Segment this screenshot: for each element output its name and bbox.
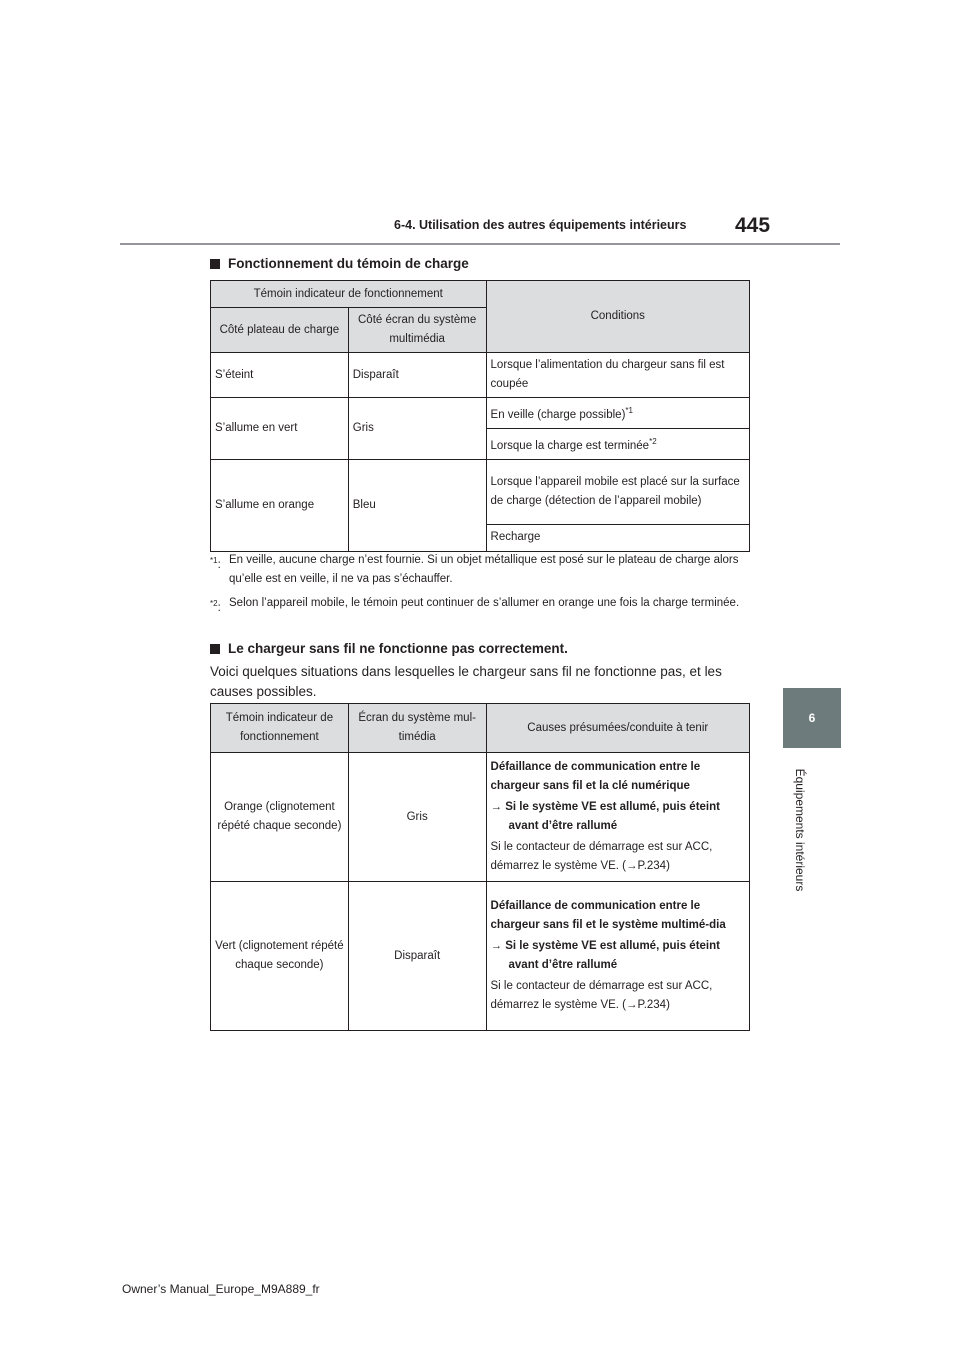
table-header-row xyxy=(211,704,750,753)
cell-text: En veille (charge possible) xyxy=(490,408,626,421)
table-cell: Lorsque l’appareil mobile est placé sur la surface de charge (détection de l’appareil mobile) xyxy=(486,459,749,524)
section2-heading xyxy=(210,641,568,656)
action-text: Si le système VE est allumé, puis éteint avant d’être rallumé xyxy=(505,801,720,832)
header-group-cell: Témoin indicateur de fonctionnement xyxy=(211,281,487,308)
table-cell: Disparaît xyxy=(348,353,486,398)
square-bullet-icon xyxy=(210,644,220,654)
footnote-ref: *2 xyxy=(649,436,657,446)
chapter-number: 6 xyxy=(808,711,816,725)
table-header-row xyxy=(211,281,750,308)
footnote xyxy=(210,594,750,613)
section1-heading-text: Fonctionnement du témoin de charge xyxy=(228,256,469,271)
charge-indicator-table xyxy=(210,280,750,552)
header-causes: Causes présumées/conduite à tenir xyxy=(486,704,749,753)
table-cell: S’éteint xyxy=(211,353,349,398)
header-conditions: Conditions xyxy=(486,281,749,353)
table-cell: Gris xyxy=(348,753,486,882)
chapter-label-container xyxy=(765,755,825,915)
section-title: 6-4. Utilisation des autres équipements intérieurs xyxy=(394,218,687,232)
section1-heading xyxy=(210,256,469,271)
table-row xyxy=(211,353,750,398)
footnote-text: Selon l’appareil mobile, le témoin peut continuer de s’allumer en orange une fois la charge terminée. xyxy=(229,597,740,609)
footnote-mark: $^{*1}$: xyxy=(210,556,221,571)
header-screen: Écran du système mul-timédia xyxy=(348,704,486,753)
table-cell: Gris xyxy=(348,398,486,460)
footer-text: Owner’s Manual_Europe_M9A889_fr xyxy=(122,1282,320,1296)
table-cell xyxy=(486,882,749,1031)
footnote-mark: $^{*2}$: xyxy=(210,599,221,614)
arrow-icon: → xyxy=(490,801,503,813)
table-cell: Bleu xyxy=(348,459,486,551)
table-cell: S’allume en vert xyxy=(211,398,349,460)
table-cell xyxy=(486,428,749,459)
table-cell xyxy=(486,753,749,882)
cell-text: Lorsque la charge est terminée xyxy=(490,439,650,452)
footnote-text: En veille, aucune charge n’est fournie. Si un objet métallique est posé sur le plateau de charge alors qu’elle est en veille, il ne va pas s’échauffer. xyxy=(229,554,739,585)
table-cell: Vert (clignotement répété chaque seconde) xyxy=(211,882,349,1031)
table-row xyxy=(211,753,750,882)
table-cell: Recharge xyxy=(486,524,749,551)
header-tray-side: Côté plateau de charge xyxy=(211,308,349,353)
chapter-label: Équipements intérieurs xyxy=(793,768,807,892)
action-text: Si le système VE est allumé, puis éteint avant d’être rallumé xyxy=(505,940,720,971)
table-cell: Lorsque l’alimentation du chargeur sans fil est coupée xyxy=(486,353,749,398)
table-row xyxy=(211,882,750,1031)
cause-text: Défaillance de communication entre le chargeur sans fil et la clé numérique xyxy=(490,761,701,792)
arrow-icon: → xyxy=(490,940,503,952)
footnote-ref: *1 xyxy=(625,406,633,415)
note-text: Si le contacteur de démarrage est sur ACC, démarrez le système VE. (→P.234) xyxy=(490,841,713,872)
table-cell: Orange (clignotement répété chaque seconde) xyxy=(211,753,349,882)
section2-heading-text: Le chargeur sans fil ne fonctionne pas correctement. xyxy=(228,641,568,656)
table-cell xyxy=(486,398,749,429)
note-text: Si le contacteur de démarrage est sur ACC, démarrez le système VE. (→P.234) xyxy=(490,980,713,1011)
cause-text: Défaillance de communication entre le chargeur sans fil et le système multimé-dia xyxy=(490,900,726,931)
table-cell: S’allume en orange xyxy=(211,459,349,551)
header-divider xyxy=(120,243,840,245)
troubleshooting-table xyxy=(210,703,750,1031)
square-bullet-icon xyxy=(210,259,220,269)
action-line xyxy=(491,798,745,836)
header-indicator: Témoin indicateur de fonctionnement xyxy=(211,704,349,753)
table-row xyxy=(211,398,750,429)
footnote xyxy=(210,551,750,589)
action-line xyxy=(491,937,745,975)
table-cell: Disparaît xyxy=(348,882,486,1031)
chapter-tab xyxy=(783,688,841,748)
header-screen-side: Côté écran du système multimédia xyxy=(348,308,486,353)
page-number: 445 xyxy=(735,214,771,237)
table-row xyxy=(211,459,750,524)
section2-intro: Voici quelques situations dans lesquelles le chargeur sans fil ne fonctionne pas, et les causes possibles. xyxy=(210,664,722,699)
